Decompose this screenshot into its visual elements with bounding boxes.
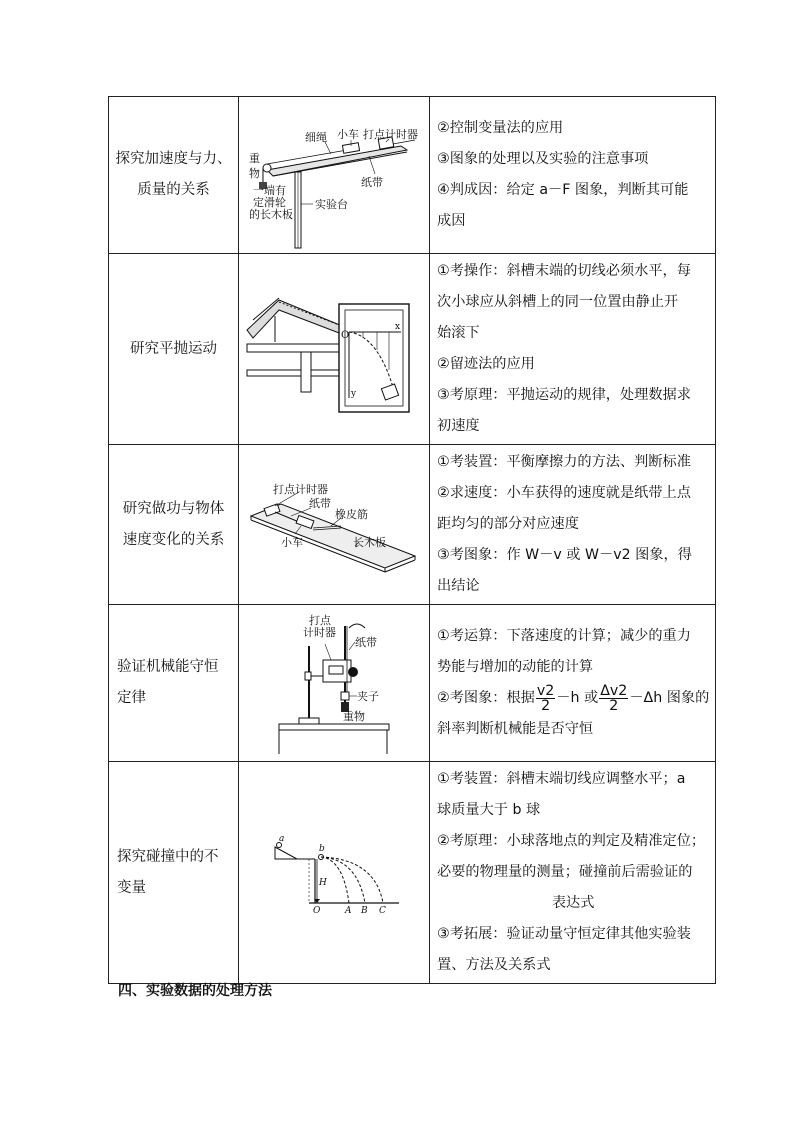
label-cart: 小车 <box>337 127 359 141</box>
note-line: 斜率判断机械能是否守恒 <box>437 721 594 737</box>
experiment-notes <box>430 445 716 605</box>
experiment-figure <box>239 254 430 445</box>
table-row <box>109 254 716 445</box>
collision-apparatus-diagram <box>239 765 429 981</box>
note-line: ①考操作：斜槽末端的切线必须水平，每 <box>437 263 691 279</box>
label-stand: 实验台 <box>315 197 348 211</box>
note-line-formula <box>437 683 709 714</box>
section-heading: 四、实验数据的处理方法 <box>118 983 272 999</box>
name-line: 探究碰撞中的不 <box>117 848 219 865</box>
name-line: 变量 <box>117 879 146 896</box>
formula-text: ②考图象：根据 <box>437 690 535 706</box>
label-cart: 小车 <box>281 536 303 549</box>
label-pulley-board: 的长木板 <box>249 207 293 221</box>
name-line: 探究加速度与力、 <box>115 151 232 167</box>
label-tape: 纸带 <box>355 635 377 649</box>
experiment-figure <box>239 445 430 605</box>
note-line: 必要的物理量的测量；碰撞前后需验证的 <box>437 864 693 880</box>
name-line: 研究做功与物体 <box>122 500 225 517</box>
experiment-name <box>109 762 239 984</box>
label-tape: 纸带 <box>309 497 331 510</box>
note-line: 置、方法及关系式 <box>437 957 551 973</box>
experiment-notes <box>430 254 716 445</box>
note-line: 出结论 <box>437 578 480 594</box>
label-weight: 物 <box>249 166 260 180</box>
note-line: ②控制变量法的应用 <box>437 120 564 136</box>
note-line: ①考装置：平衡摩擦力的方法、判断标准 <box>437 454 691 470</box>
experiment-name <box>109 97 239 254</box>
experiment-figure <box>239 605 430 762</box>
note-line: 势能与增加的动能的计算 <box>437 659 594 675</box>
label-H: H <box>319 877 327 888</box>
label-rope: 细绳 <box>305 130 327 144</box>
label-weight: 重 <box>249 151 260 165</box>
note-line: ②留迹法的应用 <box>437 356 535 372</box>
experiment-name <box>109 605 239 762</box>
experiment-figure <box>239 762 430 984</box>
note-line: ②求速度：小车获得的速度就是纸带上点 <box>437 485 691 501</box>
label-y: y <box>351 388 357 399</box>
label-pulley-board: 定滑轮 <box>253 195 286 209</box>
label-A: A <box>345 905 352 916</box>
note-line: ③考原理：平抛运动的规律，处理数据求 <box>437 387 691 403</box>
table-row <box>109 97 716 254</box>
note-line: ①考运算：下落速度的计算；减少的重力 <box>437 628 691 644</box>
note-line: 球质量大于 b 球 <box>437 802 541 818</box>
note-line: ③图象的处理以及实验的注意事项 <box>437 151 649 167</box>
energy-conservation-apparatus-diagram <box>239 606 429 761</box>
experiment-name <box>109 254 239 445</box>
label-timer: 计时器 <box>303 625 336 639</box>
note-line: ④判成因：给定 a－F 图象，判断其可能 <box>437 182 689 198</box>
label-timer: 打点计时器 <box>273 483 328 496</box>
formula-text: －h 或 <box>556 690 599 706</box>
fraction <box>599 684 628 713</box>
note-line: 成因 <box>437 213 466 229</box>
formula-text: －Δh 图象的 <box>629 690 710 706</box>
note-line: 初速度 <box>437 418 480 434</box>
label-rubber: 橡皮筋 <box>335 508 368 521</box>
note-line: 距均匀的部分对应速度 <box>437 516 579 532</box>
fraction-numerator: Δv2 <box>600 682 628 699</box>
label-timer: 打点计时器 <box>363 127 418 141</box>
label-B: B <box>361 905 368 916</box>
fraction <box>536 684 555 713</box>
note-line: ③考拓展：验证动量守恒定律其他实验装 <box>437 926 691 942</box>
experiment-table <box>108 96 716 984</box>
work-energy-apparatus-diagram <box>239 446 429 603</box>
experiment-notes <box>430 762 716 984</box>
experiment-notes <box>430 605 716 762</box>
label-origin: O <box>341 329 350 341</box>
experiment-notes <box>430 97 716 254</box>
label-board: 长木板 <box>353 536 386 549</box>
note-line-centered: 表达式 <box>551 895 595 911</box>
label-C: C <box>379 905 386 916</box>
label-tape: 纸带 <box>361 175 383 189</box>
label-a: a <box>279 833 285 844</box>
name-line: 验证机械能守恒 <box>117 659 219 675</box>
table-row <box>109 445 716 605</box>
fraction-denominator: 2 <box>541 697 551 714</box>
note-line: 始滚下 <box>437 325 480 341</box>
label-pulley-board: 一端有 <box>253 183 286 197</box>
label-b: b <box>319 843 325 854</box>
note-line: ①考装置：斜槽末端切线应调整水平；a <box>437 771 686 787</box>
label-clip: 夹子 <box>357 689 379 703</box>
acceleration-apparatus-diagram <box>239 98 429 253</box>
name-line: 速度变化的关系 <box>122 531 225 548</box>
label-timer: 打点 <box>309 613 331 627</box>
note-line: 次小球应从斜槽上的同一位置由静止开 <box>437 294 679 310</box>
experiment-name <box>109 445 239 605</box>
label-O: O <box>313 905 321 916</box>
experiment-figure <box>239 97 430 254</box>
table-row <box>109 762 716 984</box>
fraction-denominator: 2 <box>609 697 619 714</box>
table-row <box>109 605 716 762</box>
name-line: 定律 <box>117 690 146 706</box>
note-line: ②考原理：小球落地点的判定及精准定位； <box>437 833 706 849</box>
note-line: ③考图象：作 W－v 或 W－v2 图象，得 <box>437 547 692 563</box>
fraction-numerator: v2 <box>536 682 555 699</box>
name-line: 研究平抛运动 <box>130 340 217 357</box>
label-weight: 重物 <box>343 709 365 723</box>
name-line: 质量的关系 <box>137 182 210 198</box>
projectile-apparatus-diagram <box>239 258 429 441</box>
label-x: x <box>395 321 401 332</box>
